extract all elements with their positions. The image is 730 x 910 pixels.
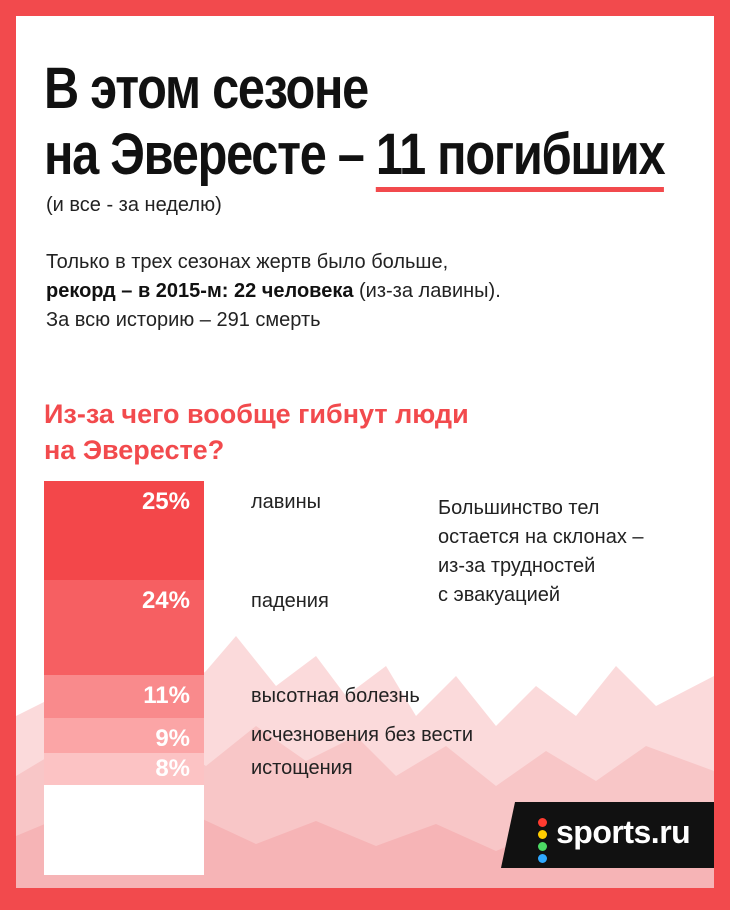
side-note — [438, 494, 698, 610]
bar-value-label: 9% — [155, 725, 190, 752]
page-title — [44, 56, 664, 188]
intro-text — [46, 248, 686, 335]
note-line-3: из-за трудностей — [438, 555, 596, 577]
subtitle: (и все - за неделю) — [46, 194, 222, 216]
bar-value-label: 8% — [155, 755, 190, 782]
note-line-1: Большинство тел — [438, 497, 600, 519]
bar-value-label: 24% — [141, 587, 190, 614]
bar-category-label: исчезновения без вести — [251, 723, 474, 746]
bar-category-label: лавины — [251, 491, 322, 513]
intro-record-rest: (из-за лавины). — [353, 280, 501, 302]
logo-dot — [538, 818, 547, 827]
bar-segment — [44, 580, 204, 675]
bar-value-label: 25% — [141, 488, 190, 515]
bar-category-label: падения — [251, 590, 329, 612]
intro-line-3: За всю историю – 291 смерть — [46, 309, 321, 331]
intro-record-bold: рекорд – в 2015-м: 22 человека — [46, 280, 354, 302]
bar-segment — [44, 718, 204, 753]
logo-dot — [538, 830, 547, 839]
title-line-1: В этом сезоне — [44, 56, 369, 121]
infographic-card — [16, 16, 714, 888]
bar-segment — [44, 675, 204, 718]
note-line-4: с эвакуацией — [438, 584, 561, 606]
bar-category-label: истощения — [251, 757, 353, 779]
section-question — [44, 396, 469, 468]
bar-value-label: 11% — [143, 682, 190, 709]
intro-line-1: Только в трех сезонах жертв было больше, — [46, 251, 449, 273]
question-line-2: на Эвересте? — [44, 435, 225, 465]
bar-segment — [44, 481, 204, 580]
question-line-1: Из-за чего вообще гибнут люди — [44, 399, 469, 429]
note-line-2: остается на склонах – — [438, 526, 644, 548]
title-line-2-prefix: на Эвересте – — [44, 122, 376, 187]
logo-text: sports.ru — [556, 814, 691, 850]
cause-of-death-chart — [44, 481, 474, 875]
logo-dot — [538, 854, 547, 863]
logo-dot — [538, 842, 547, 851]
bar-remainder — [44, 785, 204, 875]
title-highlight: 11 погибших — [376, 122, 664, 192]
logo-dots-icon — [538, 818, 548, 852]
bar-category-label: высотная болезнь — [251, 684, 420, 707]
sports-ru-logo — [501, 802, 714, 868]
bar-segment — [44, 753, 204, 785]
